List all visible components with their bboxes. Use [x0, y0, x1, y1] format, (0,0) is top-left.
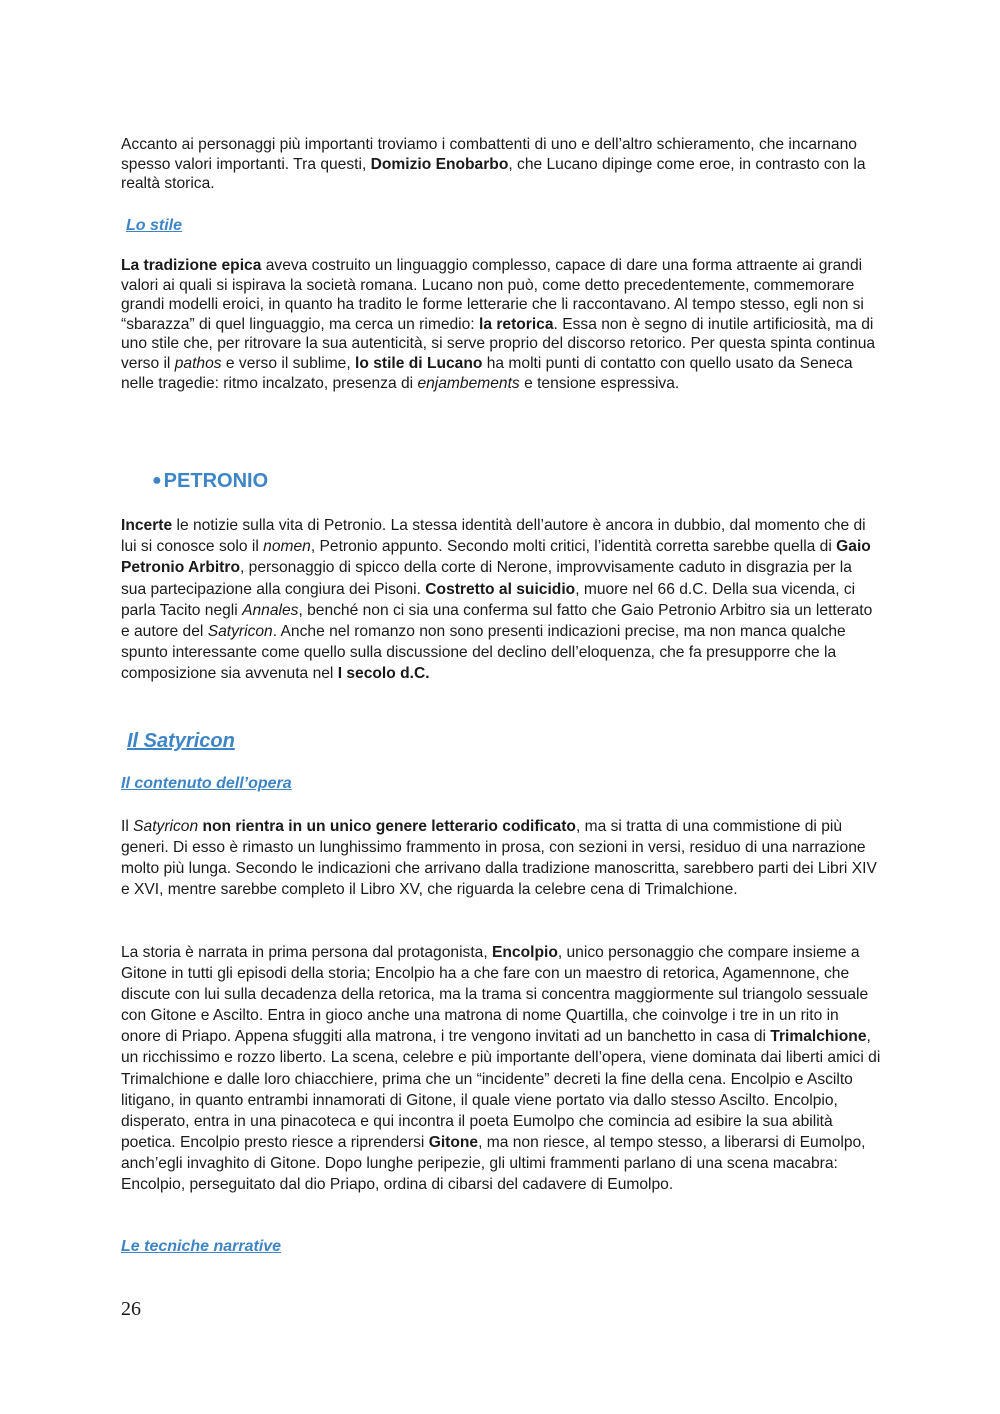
- bold-run: Costretto al suicidio: [425, 580, 576, 598]
- text-run: e tensione espressiva.: [519, 374, 680, 392]
- bold-run: non rientra in un unico genere letterario codificato: [202, 818, 576, 835]
- bold-run: Gitone: [428, 1133, 479, 1151]
- bold-run: Encolpio: [492, 944, 558, 961]
- text-run: Il: [121, 818, 134, 835]
- text-run: La storia è narrata in prima persona dal protagonista,: [121, 944, 492, 961]
- text-run: ha molti punti di contatto con quello usato da Seneca nelle tragedie: ritmo incalzato, presenza di: [121, 354, 853, 392]
- text-run: Accanto ai personaggi più importanti troviamo i combattenti di uno e dell’altro schieramento, che incarnano spesso valori importanti. Tra questi,: [121, 136, 857, 173]
- heading-petronio-label: PETRONIO: [163, 470, 269, 492]
- bold-run: Trimalchione: [770, 1028, 867, 1046]
- heading-tecniche-narrative: Le tecniche narrative: [121, 1238, 282, 1255]
- italic-run: enjambements: [417, 374, 520, 392]
- heading-lo-stile: Lo stile: [126, 217, 183, 234]
- italic-run: Satyricon: [207, 623, 273, 641]
- text-run: , ma si tratta di una commistione di più generi. Di esso è rimasto un lunghissimo frammento in prosa, con sezioni in versi, residuo di una narrazione molto più lunga. Secondo le indicazioni che arrivano dalla tradizione manoscritta, sarebbero parti dei Libri XIV e XVI, mentre sarebbe completo il Libro XV, che riguarda la celebre cena di Trimalchione.: [121, 818, 877, 899]
- text-run: , un ricchissimo e rozzo liberto. La scena, celebre e più importante dell’opera, viene dominata dai liberti amici di Trimalchione e dalle loro chiacchiere, prima che un “incidente” decreti la fine della cena. Encolpio e Ascilto litigano, in quanto entrambi innamorati di Gitone, il quale viene portato via dallo stesso Ascilto. Encolpio, disperato, entra in una pinacoteca e qui incontra il poeta Eumolpo che comincia ad esibire la sua abilità poetica. Encolpio presto riesce a riprendersi: [121, 1028, 881, 1151]
- text-run: , benché non ci sia una conferma sul fatto che Gaio Petronio Arbitro sia un letterato e autore del: [121, 601, 873, 641]
- paragraph-petronio: [121, 515, 881, 685]
- bold-run: Gaio Petronio Arbitro: [121, 538, 871, 577]
- text-run: , ma non riesce, al tempo stesso, a liberarsi di Eumolpo, anch’egli invaghito di Gitone. Dopo lunghe peripezie, gli ultimi frammenti parlano di una scena macabra: Encolpio, perseguitato dal dio Priapo, ordina di cibarsi del cadavere di Eumolpo.: [121, 1133, 866, 1194]
- text-run: , Petronio appunto. Secondo molti critici, l’identità corretta sarebbe quella di: [310, 538, 837, 556]
- bold-run: lo stile di Lucano: [355, 354, 483, 372]
- text-run: . Anche nel romanzo non sono presenti indicazioni precise, ma non manca qualche spunto interessante come quello sulla discussione del declino dell’eloquenza, che fa presupporre che la composizione sia avvenuta nel: [121, 623, 846, 683]
- bullet-icon: ●: [152, 472, 162, 489]
- italic-run: Annales: [242, 601, 299, 619]
- italic-run: Satyricon: [133, 818, 199, 835]
- text-run: . Essa non è segno di inutile artificiosità, ma di uno stile che, per ritrovare la sua autenticità, si serve proprio del discorso retorico. Per questa spinta continua verso il: [121, 315, 876, 372]
- bold-run: I secolo d.C.: [337, 665, 430, 683]
- bold-run: La tradizione epica: [121, 257, 262, 274]
- bold-run: Domizio Enobarbo: [370, 155, 509, 173]
- text-run: le notizie sulla vita di Petronio. La stessa identità dell’autore è ancora in dubbio, dal momento che di lui si conosce solo il: [121, 517, 866, 556]
- paragraph-contenuto: [121, 816, 881, 900]
- italic-run: nomen: [263, 538, 311, 556]
- heading-petronio: [152, 470, 912, 493]
- heading-il-satyricon: Il Satyricon: [127, 730, 235, 752]
- bold-run: Incerte: [121, 517, 173, 534]
- text-run: , muore nel 66 d.C. Della sua vicenda, ci parla Tacito negli: [121, 580, 856, 619]
- text-run: e verso il sublime,: [221, 354, 356, 372]
- text-run: , personaggio di spicco della corte di Nerone, improvvisamente caduto in disgrazia per la sua partecipazione alla congiura dei Pisoni.: [121, 559, 852, 598]
- paragraph-combattenti: [121, 135, 881, 194]
- paragraph-stile: [121, 256, 881, 393]
- text-run: , unico personaggio che compare insieme a Gitone in tutti gli episodi della storia; Encolpio ha a che fare con un maestro di retorica, Agamennone, che discute con lui sulla decadenza della retorica, ma la trama si concentra maggiormente sul triangolo sessuale con Gitone e Ascilto. Entra in gioco anche una matrona di nome Quartilla, che coinvolge i tre in un rito in onore di Priapo. Appena sfuggiti alla matrona, i tre vengono invitati ad un banchetto in casa di: [121, 944, 869, 1046]
- bold-run: la retorica: [478, 315, 554, 333]
- text-run: , che Lucano dipinge come eroe, in contrasto con la realtà storica.: [121, 155, 866, 193]
- page-number: 26: [121, 1298, 141, 1320]
- text-run: aveva costruito un linguaggio complesso, capace di dare una forma attraente ai grandi valori ai quali si ispirava la società romana. Lucano non può, come detto precedentemente, commemorare grandi modelli eroici, in quanto ha tradito le forme letterarie che li raccontavano. Al tempo stesso, egli non si “sbarazza” di quel linguaggio, ma cerca un rimedio:: [121, 257, 864, 333]
- italic-run: pathos: [174, 354, 222, 372]
- paragraph-storia: [121, 942, 881, 1195]
- heading-contenuto-opera: Il contenuto dell’opera: [121, 775, 292, 792]
